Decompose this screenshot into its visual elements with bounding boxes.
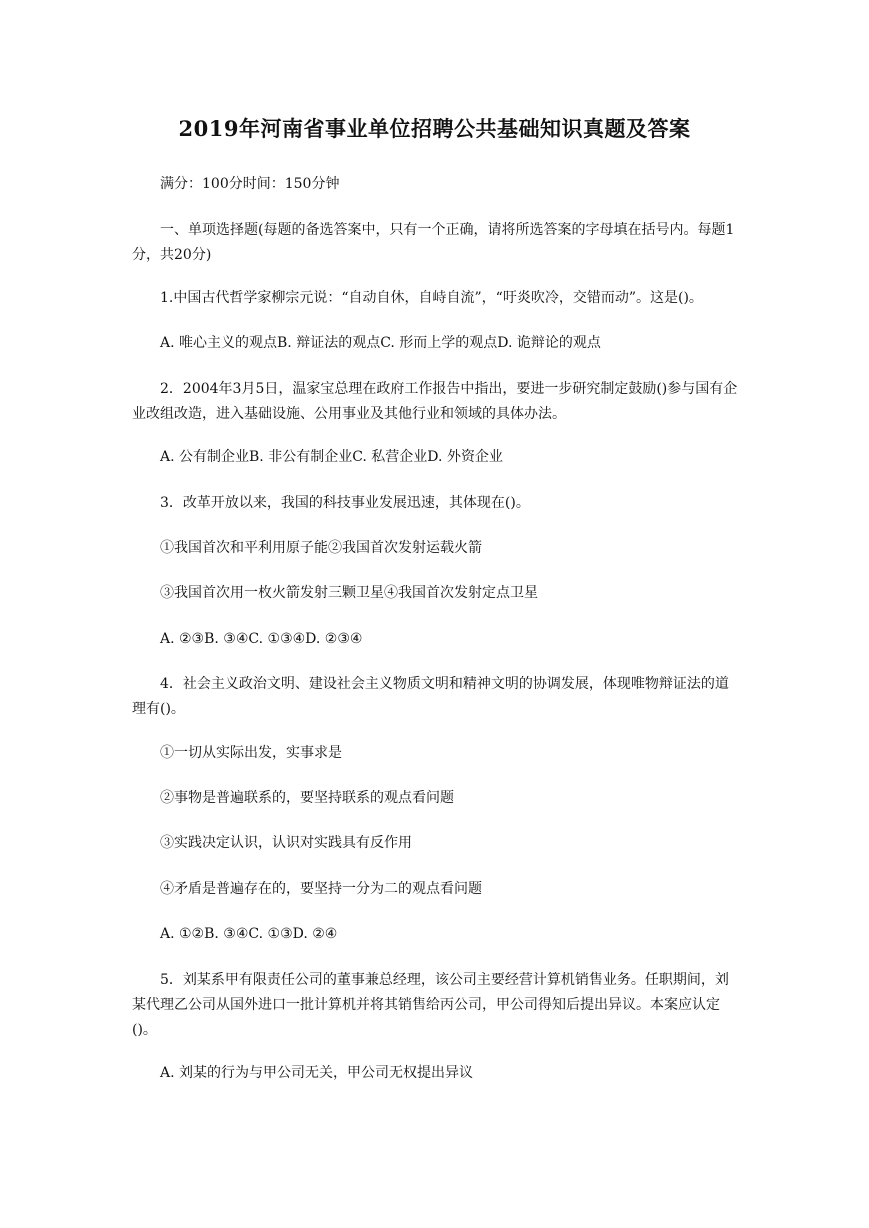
question-5: 5．刘某系甲有限责任公司的董事兼总经理，该公司主要经营计算机销售业务。任职期间，刘某代理乙公司从国外进口一批计算机并将其销售给丙公司，甲公司得知后提出异议。本案应认定()。 (132, 972, 729, 1038)
question-4-statement-1: ①一切从实际出发，实事求是 (160, 745, 342, 761)
question-1-options: A. 唯心主义的观点B. 辩证法的观点C. 形而上学的观点D. 诡辩论的观点 (160, 335, 601, 351)
question-4-options: A. ①②B. ③④C. ①③D. ②④ (160, 926, 338, 942)
question-1: 1.中国古代哲学家柳宗元说：“自动自休，自峙自流”，“吁炎吹冷，交错而动”。这是()。 (160, 290, 703, 306)
question-3-statement-a: ①我国首次和平利用原子能②我国首次发射运载火箭 (160, 540, 482, 556)
question-4-statement-3: ③实践决定认识，认识对实践具有反作用 (160, 835, 412, 851)
question-4-statement-4: ④矛盾是普遍存在的，要坚持一分为二的观点看问题 (160, 881, 482, 897)
document-title: 2019年河南省事业单位招聘公共基础知识真题及答案 (178, 116, 691, 141)
section-instructions: 一、单项选择题(每题的备选答案中，只有一个正确，请将所选答案的字母填在括号内。每题1分，共20分) (132, 222, 735, 263)
question-3-statement-b: ③我国首次用一枚火箭发射三颗卫星④我国首次发射定点卫星 (160, 585, 538, 601)
question-4-statement-2: ②事物是普遍联系的，要坚持联系的观点看问题 (160, 790, 454, 806)
question-2-options: A. 公有制企业B. 非公有制企业C. 私营企业D. 外资企业 (160, 449, 503, 465)
question-4: 4．社会主义政治文明、建设社会主义物质文明和精神文明的协调发展，体现唯物辩证法的道理有()。 (132, 676, 729, 717)
question-5-option-a: A. 刘某的行为与甲公司无关，甲公司无权提出异议 (160, 1065, 474, 1081)
question-2: 2．2004年3月5日，温家宝总理在政府工作报告中指出，要进一步研究制定鼓励()参与国有企业改组改造，进入基础设施、公用事业及其他行业和领域的具体办法。 (132, 381, 738, 422)
exam-info: 满分：100分时间：150分钟 (160, 176, 340, 192)
question-3: 3．改革开放以来，我国的科技事业发展迅速，其体现在()。 (160, 495, 530, 511)
question-3-options: A. ②③B. ③④C. ①③④D. ②③④ (160, 631, 363, 647)
